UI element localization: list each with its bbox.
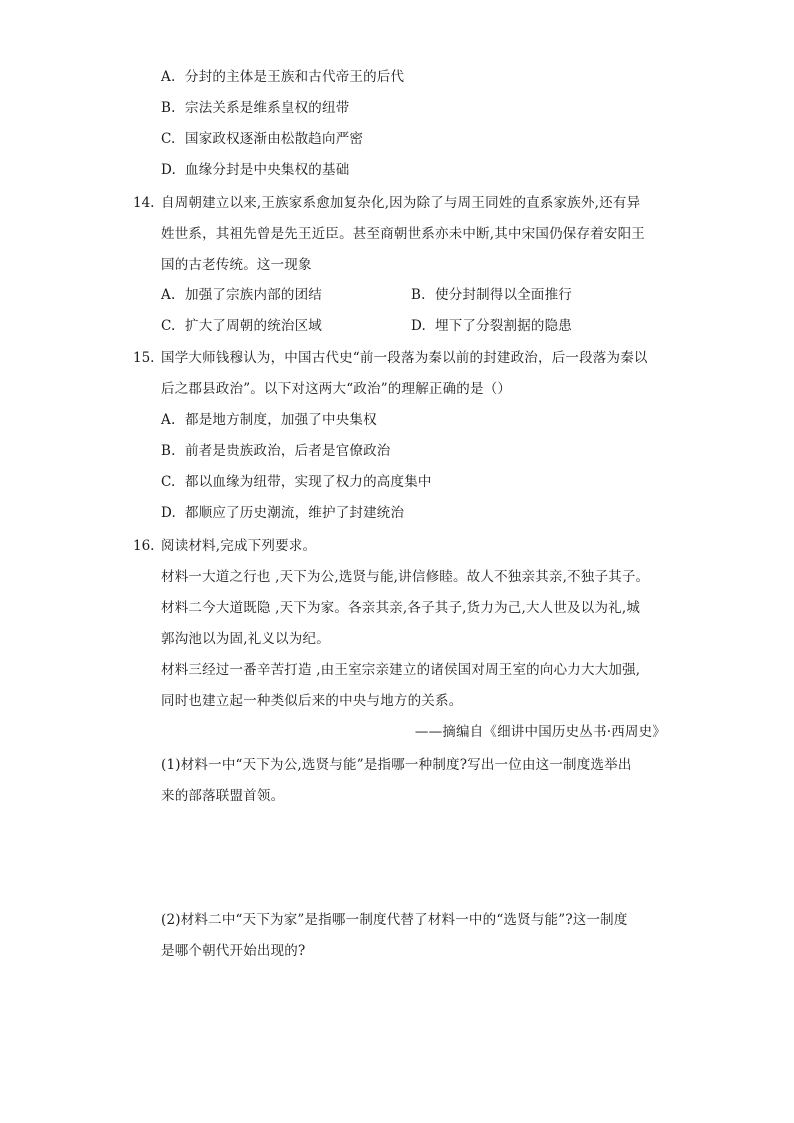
q16-intro: 阅读材料,完成下列要求。 — [161, 538, 317, 554]
q14-option-a: A. 加强了宗族内部的团结 — [161, 287, 322, 303]
q16-sub1-line-2: 来的部落联盟首领。 — [161, 788, 285, 804]
q14-number: 14. — [133, 195, 155, 211]
q15-option-b: B. 前者是贵族政治，后者是官僚政治 — [161, 443, 391, 459]
q15-stem-line-2: 后之郡县政治”。以下对这两大“政治”的理解正确的是（） — [161, 381, 512, 397]
q16-source: ——摘编自《细讲中国历史丛书·西周史》 — [414, 724, 666, 740]
q16-material-line-4: 材料三经过一番辛苦打造 ,由王室宗亲建立的诸侯国对周王室的向心力大大加强, — [161, 662, 641, 678]
q13-option-c: C. 国家政权逐渐由松散趋向严密 — [161, 131, 364, 147]
q15-number: 15. — [133, 350, 155, 366]
q16-material-line-2: 材料二今大道既隐 ,天下为家。各亲其亲,各子其子,货力为己,大人世及以为礼,城 — [161, 600, 641, 616]
q14-stem-line-2: 姓世系，其祖先曾是先王近臣。甚至商朝世系亦未中断,其中宋国仍保存着安阳王 — [161, 226, 645, 242]
q13-option-d: D. 血缘分封是中央集权的基础 — [161, 162, 350, 178]
q16-sub1-line-1: (1)材料一中“天下为公,选贤与能”是指哪一种制度?写出一位由这一制度选举出 — [161, 757, 632, 773]
q14-stem-line-3: 国的古老传统。这一现象 — [161, 257, 312, 273]
q14-option-d: D. 埋下了分裂割据的隐患 — [411, 318, 572, 334]
q15-option-d: D. 都顺应了历史潮流，维护了封建统治 — [161, 505, 405, 521]
q15-stem-line-1: 国学大师钱穆认为，中国古代史“前一段落为秦以前的封建政治，后一段落为秦以 — [161, 350, 648, 366]
q14-option-c: C. 扩大了周朝的统治区域 — [161, 318, 322, 334]
q15-option-a: A. 都是地方制度，加强了中央集权 — [161, 412, 377, 428]
q16-material-line-1: 材料一大道之行也 ,天下为公,选贤与能,讲信修睦。故人不独亲其亲,不独子其子。 — [161, 569, 650, 585]
q16-sub2-line-2: 是哪个朝代开始出现的? — [161, 943, 306, 959]
q16-sub2-line-1: (2)材料二中“天下为家”是指哪一制度代替了材料一中的“选贤与能”?这一制度 — [161, 912, 628, 928]
q16-material-line-5: 同时也建立起一种类似后来的中央与地方的关系。 — [161, 693, 463, 709]
q15-option-c: C. 都以血缘为纽带，实现了权力的高度集中 — [161, 474, 432, 490]
q13-option-b: B. 宗法关系是维系皇权的纽带 — [161, 100, 350, 116]
q16-material-line-3: 郭沟池以为固,礼义以为纪。 — [161, 631, 330, 647]
q13-option-a: A. 分封的主体是王族和古代帝王的后代 — [161, 69, 405, 85]
q16-number: 16. — [133, 538, 155, 554]
q14-option-b: B. 使分封制得以全面推行 — [411, 287, 572, 303]
q14-stem-line-1: 自周朝建立以来,王族家系愈加复杂化,因为除了与周王同姓的直系家族外,还有异 — [161, 195, 641, 211]
